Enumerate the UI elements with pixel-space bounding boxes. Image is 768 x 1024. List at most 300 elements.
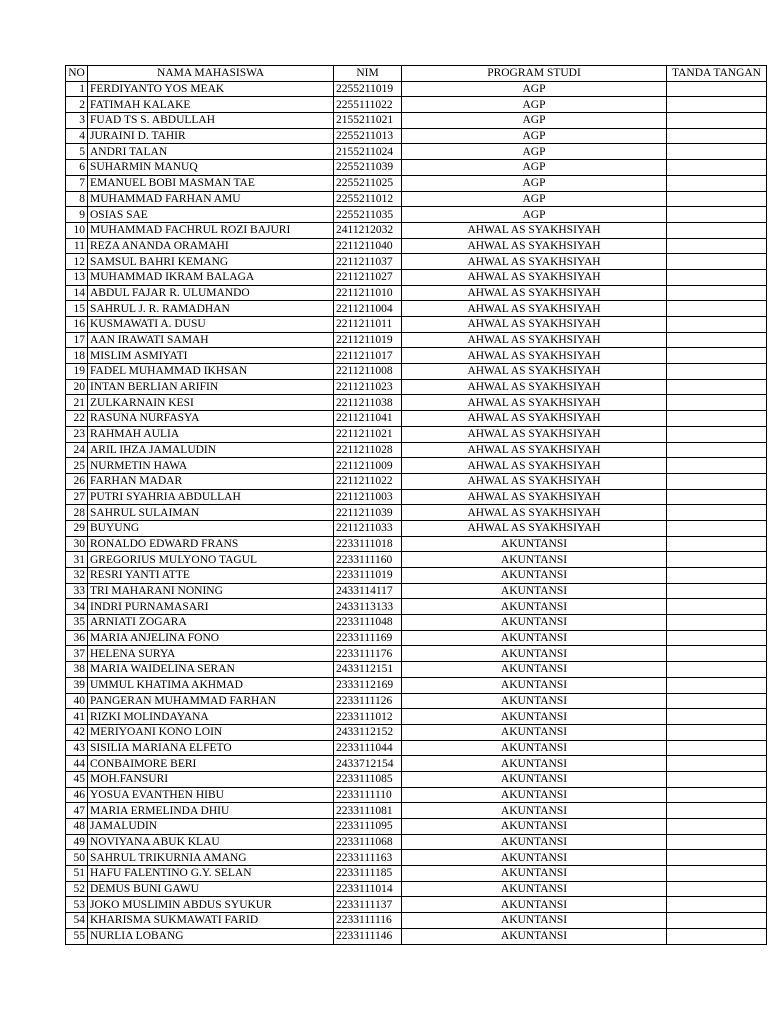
signature-cell — [667, 615, 767, 631]
table-row — [66, 583, 767, 599]
student-nim: 2233111110 — [334, 787, 402, 803]
signature-cell — [667, 834, 767, 850]
study-program: AKUNTANSI — [402, 646, 667, 662]
row-number: 49 — [66, 834, 88, 850]
signature-cell — [667, 395, 767, 411]
signature-cell — [667, 285, 767, 301]
signature-cell — [667, 222, 767, 238]
signature-cell — [667, 693, 767, 709]
student-nim: 2211211019 — [334, 332, 402, 348]
row-number: 32 — [66, 568, 88, 584]
table-row — [66, 787, 767, 803]
signature-cell — [667, 81, 767, 97]
study-program: AGP — [402, 191, 667, 207]
table-row — [66, 269, 767, 285]
row-number: 29 — [66, 520, 88, 536]
row-number: 24 — [66, 442, 88, 458]
row-number: 55 — [66, 928, 88, 944]
table-row — [66, 97, 767, 113]
student-name: AAN IRAWATI SAMAH — [88, 332, 334, 348]
table-row — [66, 630, 767, 646]
student-name: MERIYOANI KONO LOIN — [88, 724, 334, 740]
table-row — [66, 285, 767, 301]
study-program: AKUNTANSI — [402, 536, 667, 552]
study-program: AGP — [402, 128, 667, 144]
student-name: FARHAN MADAR — [88, 473, 334, 489]
table-row — [66, 207, 767, 223]
header-name: NAMA MAHASISWA — [88, 66, 334, 82]
study-program: AKUNTANSI — [402, 756, 667, 772]
signature-cell — [667, 254, 767, 270]
signature-cell — [667, 520, 767, 536]
student-name: SAHRUL TRIKURNIA AMANG — [88, 850, 334, 866]
student-name: SUHARMIN MANUQ — [88, 160, 334, 176]
header-program: PROGRAM STUDI — [402, 66, 667, 82]
table-row — [66, 505, 767, 521]
table-row — [66, 348, 767, 364]
signature-cell — [667, 301, 767, 317]
student-nim: 2233111081 — [334, 803, 402, 819]
signature-cell — [667, 583, 767, 599]
student-name: RONALDO EDWARD FRANS — [88, 536, 334, 552]
signature-cell — [667, 709, 767, 725]
student-nim: 2333112169 — [334, 677, 402, 693]
table-row — [66, 834, 767, 850]
study-program: AHWAL AS SYAKHSIYAH — [402, 489, 667, 505]
row-number: 2 — [66, 97, 88, 113]
study-program: AHWAL AS SYAKHSIYAH — [402, 411, 667, 427]
signature-cell — [667, 724, 767, 740]
row-number: 27 — [66, 489, 88, 505]
header-signature: TANDA TANGAN — [667, 66, 767, 82]
student-nim: 2233111137 — [334, 897, 402, 913]
study-program: AKUNTANSI — [402, 552, 667, 568]
student-nim: 2211211009 — [334, 458, 402, 474]
table-row — [66, 677, 767, 693]
student-name: FADEL MUHAMMAD IKHSAN — [88, 364, 334, 380]
row-number: 25 — [66, 458, 88, 474]
study-program: AGP — [402, 160, 667, 176]
table-row — [66, 411, 767, 427]
table-row — [66, 552, 767, 568]
table-row — [66, 301, 767, 317]
signature-cell — [667, 175, 767, 191]
signature-cell — [667, 662, 767, 678]
student-name: KHARISMA SUKMAWATI FARID — [88, 913, 334, 929]
table-row — [66, 332, 767, 348]
row-number: 36 — [66, 630, 88, 646]
row-number: 26 — [66, 473, 88, 489]
student-name: RAHMAH AULIA — [88, 426, 334, 442]
student-nim: 2233111044 — [334, 740, 402, 756]
row-number: 17 — [66, 332, 88, 348]
row-number: 22 — [66, 411, 88, 427]
student-name: ZULKARNAIN KESI — [88, 395, 334, 411]
student-nim: 2211211023 — [334, 379, 402, 395]
table-row — [66, 191, 767, 207]
row-number: 30 — [66, 536, 88, 552]
student-name: INTAN BERLIAN ARIFIN — [88, 379, 334, 395]
table-row — [66, 771, 767, 787]
table-row — [66, 317, 767, 333]
signature-cell — [667, 442, 767, 458]
student-nim: 2433712154 — [334, 756, 402, 772]
row-number: 20 — [66, 379, 88, 395]
row-number: 43 — [66, 740, 88, 756]
table-row — [66, 175, 767, 191]
student-nim: 2211211037 — [334, 254, 402, 270]
student-name: MUHAMMAD FARHAN AMU — [88, 191, 334, 207]
table-row — [66, 866, 767, 882]
student-name: ARIL IHZA JAMALUDIN — [88, 442, 334, 458]
student-nim: 2211211021 — [334, 426, 402, 442]
study-program: AKUNTANSI — [402, 709, 667, 725]
row-number: 5 — [66, 144, 88, 160]
signature-cell — [667, 505, 767, 521]
table-row — [66, 693, 767, 709]
student-name: RASUNA NURFASYA — [88, 411, 334, 427]
student-name: RESRI YANTI ATTE — [88, 568, 334, 584]
student-name: PANGERAN MUHAMMAD FARHAN — [88, 693, 334, 709]
study-program: AKUNTANSI — [402, 928, 667, 944]
signature-cell — [667, 97, 767, 113]
table-row — [66, 379, 767, 395]
student-nim: 2211211028 — [334, 442, 402, 458]
study-program: AGP — [402, 175, 667, 191]
student-nim: 2233111014 — [334, 881, 402, 897]
signature-cell — [667, 348, 767, 364]
signature-cell — [667, 771, 767, 787]
row-number: 37 — [66, 646, 88, 662]
student-name: BUYUNG — [88, 520, 334, 536]
table-row — [66, 599, 767, 615]
student-nim: 2233111068 — [334, 834, 402, 850]
row-number: 28 — [66, 505, 88, 521]
signature-cell — [667, 803, 767, 819]
table-row — [66, 568, 767, 584]
table-row — [66, 81, 767, 97]
signature-cell — [667, 740, 767, 756]
study-program: AKUNTANSI — [402, 583, 667, 599]
student-name: SAMSUL BAHRI KEMANG — [88, 254, 334, 270]
student-nim: 2233111018 — [334, 536, 402, 552]
study-program: AKUNTANSI — [402, 913, 667, 929]
row-number: 50 — [66, 850, 88, 866]
student-nim: 2211211038 — [334, 395, 402, 411]
row-number: 46 — [66, 787, 88, 803]
study-program: AGP — [402, 81, 667, 97]
study-program: AHWAL AS SYAKHSIYAH — [402, 442, 667, 458]
student-nim: 2255211025 — [334, 175, 402, 191]
table-row — [66, 928, 767, 944]
row-number: 39 — [66, 677, 88, 693]
signature-cell — [667, 928, 767, 944]
student-nim: 2211211039 — [334, 505, 402, 521]
table-row — [66, 458, 767, 474]
signature-cell — [667, 458, 767, 474]
row-number: 11 — [66, 238, 88, 254]
study-program: AKUNTANSI — [402, 615, 667, 631]
row-number: 40 — [66, 693, 88, 709]
student-nim: 2255111022 — [334, 97, 402, 113]
signature-cell — [667, 160, 767, 176]
student-name: NOVIYANA ABUK KLAU — [88, 834, 334, 850]
student-name: RIZKI MOLINDAYANA — [88, 709, 334, 725]
study-program: AKUNTANSI — [402, 724, 667, 740]
student-name: SISILIA MARIANA ELFETO — [88, 740, 334, 756]
row-number: 16 — [66, 317, 88, 333]
student-nim: 2211211011 — [334, 317, 402, 333]
student-name: MUHAMMAD IKRAM BALAGA — [88, 269, 334, 285]
signature-cell — [667, 113, 767, 129]
study-program: AHWAL AS SYAKHSIYAH — [402, 426, 667, 442]
table-row — [66, 646, 767, 662]
study-program: AKUNTANSI — [402, 740, 667, 756]
student-nim: 2433112152 — [334, 724, 402, 740]
student-name: HELENA SURYA — [88, 646, 334, 662]
study-program: AKUNTANSI — [402, 693, 667, 709]
signature-cell — [667, 819, 767, 835]
student-nim: 2233111126 — [334, 693, 402, 709]
study-program: AKUNTANSI — [402, 803, 667, 819]
signature-cell — [667, 426, 767, 442]
student-nim: 2233111176 — [334, 646, 402, 662]
student-name: SAHRUL J. R. RAMADHAN — [88, 301, 334, 317]
study-program: AHWAL AS SYAKHSIYAH — [402, 254, 667, 270]
attendance-table — [65, 65, 767, 945]
row-number: 4 — [66, 128, 88, 144]
row-number: 34 — [66, 599, 88, 615]
study-program: AHWAL AS SYAKHSIYAH — [402, 238, 667, 254]
row-number: 23 — [66, 426, 88, 442]
student-nim: 2155211024 — [334, 144, 402, 160]
study-program: AGP — [402, 97, 667, 113]
student-name: JURAINI D. TAHIR — [88, 128, 334, 144]
header-nim: NIM — [334, 66, 402, 82]
student-nim: 2411212032 — [334, 222, 402, 238]
table-row — [66, 426, 767, 442]
signature-cell — [667, 144, 767, 160]
signature-cell — [667, 787, 767, 803]
student-name: ABDUL FAJAR R. ULUMANDO — [88, 285, 334, 301]
student-nim: 2211211041 — [334, 411, 402, 427]
signature-cell — [667, 364, 767, 380]
student-nim: 2255211035 — [334, 207, 402, 223]
signature-cell — [667, 128, 767, 144]
student-name: MARIA ERMELINDA DHIU — [88, 803, 334, 819]
row-number: 48 — [66, 819, 88, 835]
student-name: JAMALUDIN — [88, 819, 334, 835]
study-program: AHWAL AS SYAKHSIYAH — [402, 458, 667, 474]
table-row — [66, 238, 767, 254]
row-number: 45 — [66, 771, 88, 787]
student-nim: 2233111160 — [334, 552, 402, 568]
student-nim: 2233111012 — [334, 709, 402, 725]
signature-cell — [667, 317, 767, 333]
student-name: MUHAMMAD FACHRUL ROZI BAJURI — [88, 222, 334, 238]
signature-cell — [667, 489, 767, 505]
student-nim: 2233111048 — [334, 615, 402, 631]
study-program: AHWAL AS SYAKHSIYAH — [402, 285, 667, 301]
row-number: 31 — [66, 552, 88, 568]
row-number: 10 — [66, 222, 88, 238]
student-name: NURLIA LOBANG — [88, 928, 334, 944]
table-row — [66, 709, 767, 725]
signature-cell — [667, 238, 767, 254]
study-program: AKUNTANSI — [402, 771, 667, 787]
table-row — [66, 395, 767, 411]
signature-cell — [667, 756, 767, 772]
student-name: ARNIATI ZOGARA — [88, 615, 334, 631]
row-number: 53 — [66, 897, 88, 913]
study-program: AKUNTANSI — [402, 866, 667, 882]
signature-cell — [667, 866, 767, 882]
student-nim: 2233111163 — [334, 850, 402, 866]
student-nim: 2211211010 — [334, 285, 402, 301]
table-row — [66, 536, 767, 552]
row-number: 35 — [66, 615, 88, 631]
student-name: JOKO MUSLIMIN ABDUS SYUKUR — [88, 897, 334, 913]
table-row — [66, 442, 767, 458]
student-name: MARIA ANJELINA FONO — [88, 630, 334, 646]
student-name: ANDRI TALAN — [88, 144, 334, 160]
student-name: UMMUL KHATIMA AKHMAD — [88, 677, 334, 693]
student-name: FATIMAH KALAKE — [88, 97, 334, 113]
signature-cell — [667, 473, 767, 489]
header-row — [66, 66, 767, 82]
study-program: AHWAL AS SYAKHSIYAH — [402, 473, 667, 489]
study-program: AHWAL AS SYAKHSIYAH — [402, 348, 667, 364]
table-row — [66, 740, 767, 756]
student-name: CONBAIMORE BERI — [88, 756, 334, 772]
student-nim: 2155211021 — [334, 113, 402, 129]
study-program: AHWAL AS SYAKHSIYAH — [402, 364, 667, 380]
row-number: 7 — [66, 175, 88, 191]
student-nim: 2233111085 — [334, 771, 402, 787]
row-number: 33 — [66, 583, 88, 599]
table-row — [66, 113, 767, 129]
table-row — [66, 913, 767, 929]
row-number: 12 — [66, 254, 88, 270]
student-nim: 2255211013 — [334, 128, 402, 144]
study-program: AGP — [402, 113, 667, 129]
student-nim: 2233111146 — [334, 928, 402, 944]
table-row — [66, 489, 767, 505]
study-program: AHWAL AS SYAKHSIYAH — [402, 301, 667, 317]
row-number: 41 — [66, 709, 88, 725]
table-row — [66, 128, 767, 144]
row-number: 38 — [66, 662, 88, 678]
study-program: AHWAL AS SYAKHSIYAH — [402, 379, 667, 395]
student-nim: 2233111169 — [334, 630, 402, 646]
student-name: KUSMAWATI A. DUSU — [88, 317, 334, 333]
study-program: AKUNTANSI — [402, 568, 667, 584]
student-nim: 2255211012 — [334, 191, 402, 207]
study-program: AKUNTANSI — [402, 630, 667, 646]
study-program: AHWAL AS SYAKHSIYAH — [402, 520, 667, 536]
study-program: AHWAL AS SYAKHSIYAH — [402, 332, 667, 348]
row-number: 14 — [66, 285, 88, 301]
study-program: AGP — [402, 207, 667, 223]
student-nim: 2433114117 — [334, 583, 402, 599]
student-name: HAFU FALENTINO G.Y. SELAN — [88, 866, 334, 882]
student-nim: 2433113133 — [334, 599, 402, 615]
header-no: NO — [66, 66, 88, 82]
student-name: TRI MAHARANI NONING — [88, 583, 334, 599]
signature-cell — [667, 207, 767, 223]
student-name: FUAD TS S. ABDULLAH — [88, 113, 334, 129]
signature-cell — [667, 881, 767, 897]
table-row — [66, 364, 767, 380]
student-name: GREGORIUS MULYONO TAGUL — [88, 552, 334, 568]
study-program: AKUNTANSI — [402, 834, 667, 850]
row-number: 21 — [66, 395, 88, 411]
student-nim: 2233111019 — [334, 568, 402, 584]
table-row — [66, 473, 767, 489]
signature-cell — [667, 191, 767, 207]
student-name: NURMETIN HAWA — [88, 458, 334, 474]
student-nim: 2211211008 — [334, 364, 402, 380]
row-number: 3 — [66, 113, 88, 129]
student-nim: 2233111095 — [334, 819, 402, 835]
study-program: AKUNTANSI — [402, 662, 667, 678]
study-program: AKUNTANSI — [402, 787, 667, 803]
study-program: AKUNTANSI — [402, 850, 667, 866]
study-program: AHWAL AS SYAKHSIYAH — [402, 222, 667, 238]
row-number: 13 — [66, 269, 88, 285]
row-number: 8 — [66, 191, 88, 207]
table-row — [66, 662, 767, 678]
signature-cell — [667, 850, 767, 866]
table-row — [66, 850, 767, 866]
table-row — [66, 222, 767, 238]
signature-cell — [667, 411, 767, 427]
table-row — [66, 520, 767, 536]
row-number: 1 — [66, 81, 88, 97]
student-nim: 2233111185 — [334, 866, 402, 882]
table-row — [66, 756, 767, 772]
student-name: SAHRUL SULAIMAN — [88, 505, 334, 521]
signature-cell — [667, 552, 767, 568]
row-number: 52 — [66, 881, 88, 897]
study-program: AKUNTANSI — [402, 599, 667, 615]
student-nim: 2211211003 — [334, 489, 402, 505]
row-number: 47 — [66, 803, 88, 819]
row-number: 19 — [66, 364, 88, 380]
student-nim: 2433112151 — [334, 662, 402, 678]
table-row — [66, 724, 767, 740]
study-program: AHWAL AS SYAKHSIYAH — [402, 269, 667, 285]
signature-cell — [667, 332, 767, 348]
table-row — [66, 881, 767, 897]
table-row — [66, 803, 767, 819]
table-row — [66, 144, 767, 160]
row-number: 15 — [66, 301, 88, 317]
study-program: AKUNTANSI — [402, 819, 667, 835]
table-body — [66, 81, 767, 944]
student-name: MISLIM ASMIYATI — [88, 348, 334, 364]
signature-cell — [667, 568, 767, 584]
student-nim: 2211211040 — [334, 238, 402, 254]
student-name: FERDIYANTO YOS MEAK — [88, 81, 334, 97]
row-number: 9 — [66, 207, 88, 223]
signature-cell — [667, 379, 767, 395]
table-row — [66, 160, 767, 176]
row-number: 6 — [66, 160, 88, 176]
student-name: REZA ANANDA ORAMAHI — [88, 238, 334, 254]
student-nim: 2211211033 — [334, 520, 402, 536]
study-program: AGP — [402, 144, 667, 160]
